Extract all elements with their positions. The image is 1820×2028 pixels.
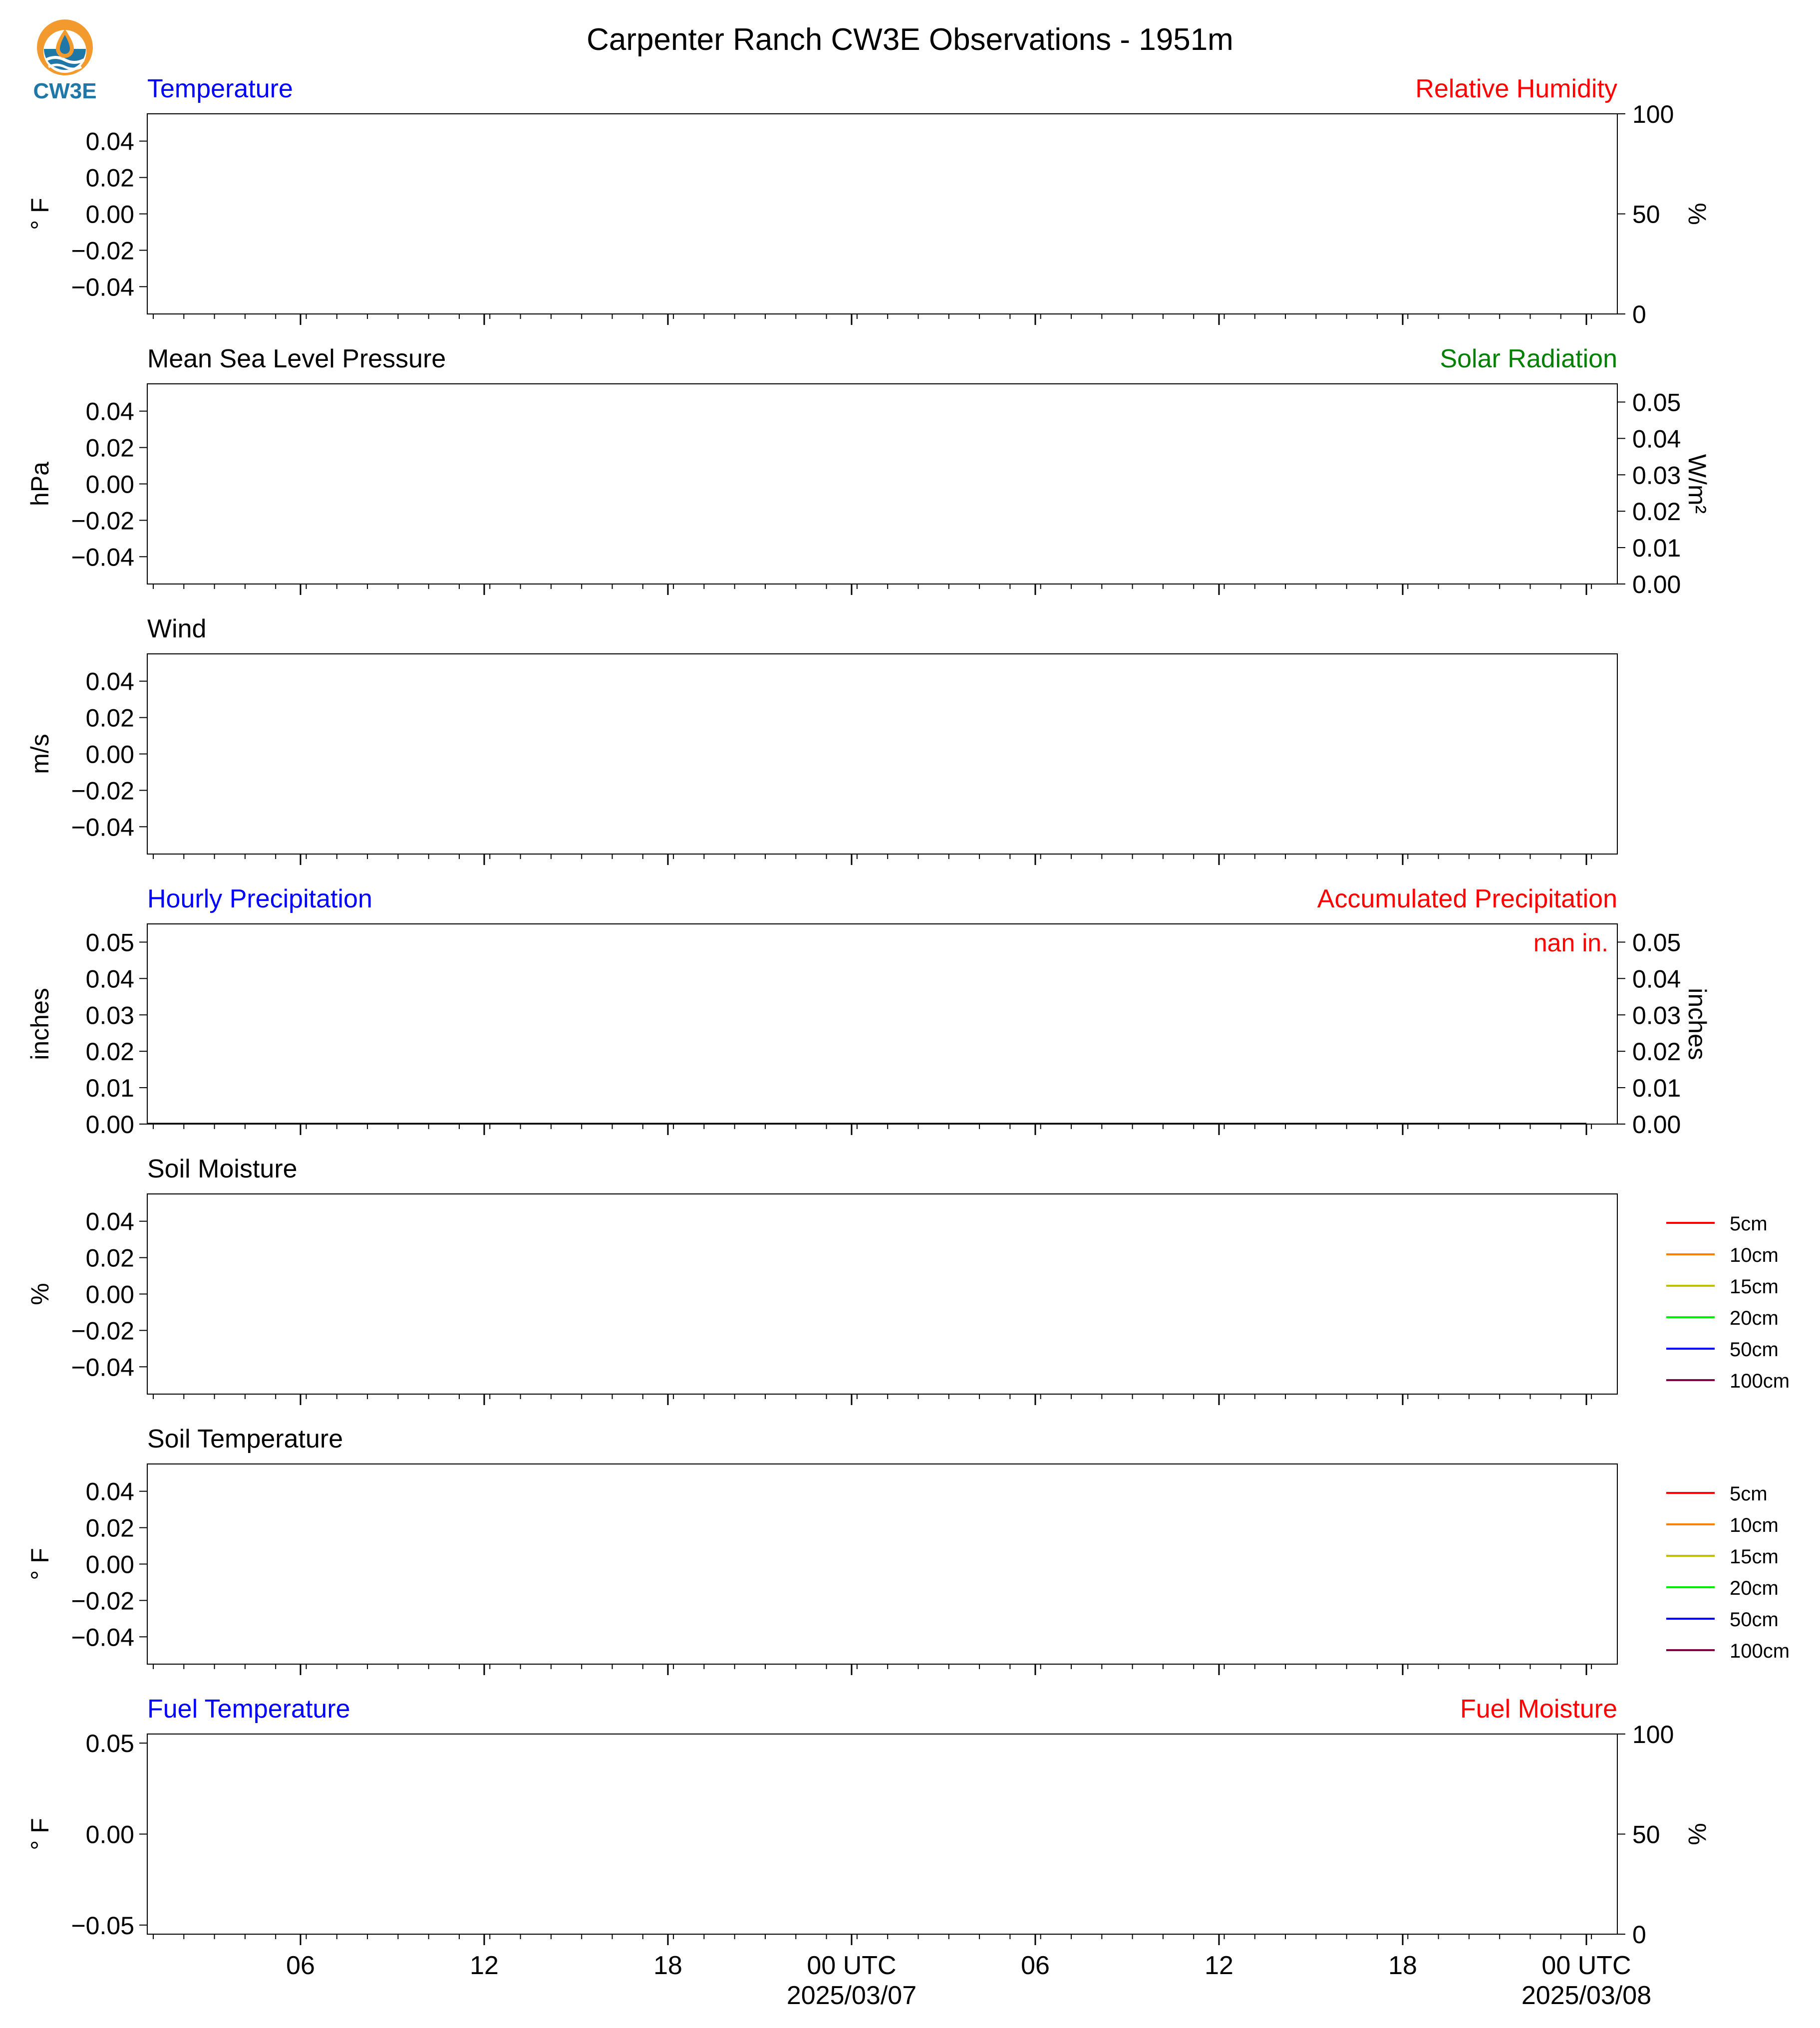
legend-label: 20cm (1730, 1307, 1779, 1329)
y-axis-label: ° F (26, 198, 54, 230)
y2-tick-label: 0.05 (1632, 928, 1681, 957)
y2-tick-label: 50 (1632, 1820, 1660, 1849)
y-tick-label: −0.05 (71, 1911, 134, 1940)
x-tick-label: 06 (286, 1951, 315, 1980)
panel-title-left: Soil Temperature (147, 1425, 343, 1453)
y2-tick-label: 100 (1632, 100, 1674, 128)
panel-title-right: Fuel Moisture (1460, 1695, 1617, 1724)
y2-tick-label: 0 (1632, 300, 1646, 328)
y-tick-label: −0.02 (71, 237, 134, 265)
y2-tick-label: 0.03 (1632, 1001, 1681, 1030)
panel-title-right: Accumulated Precipitation (1317, 884, 1617, 913)
y-axis-label: hPa (26, 462, 54, 506)
legend-label: 20cm (1730, 1577, 1779, 1599)
y-tick-label: 0.03 (85, 1001, 134, 1030)
y-tick-label: −0.02 (71, 777, 134, 805)
y2-axis-label: inches (1683, 988, 1711, 1060)
y-tick-label: 0.00 (85, 1820, 134, 1849)
legend-label: 15cm (1730, 1276, 1779, 1298)
panel-title-left: Soil Moisture (147, 1155, 298, 1183)
y-tick-label: 0.00 (85, 1111, 134, 1139)
figure-title: Carpenter Ranch CW3E Observations - 1951m (587, 22, 1233, 57)
y-tick-label: 0.02 (85, 164, 134, 192)
y-tick-label: 0.02 (85, 1514, 134, 1542)
legend-label: 15cm (1730, 1546, 1779, 1568)
y-tick-label: 0.02 (85, 434, 134, 462)
panel-title-left: Wind (147, 614, 207, 643)
y-tick-label: 0.04 (85, 127, 134, 156)
y2-tick-label: 0.00 (1632, 1111, 1681, 1139)
cw3e-logo-text: CW3E (33, 79, 97, 103)
y-tick-label: −0.02 (71, 1317, 134, 1345)
y-tick-label: −0.04 (71, 1623, 134, 1652)
y2-tick-label: 0.00 (1632, 571, 1681, 598)
y2-tick-label: 0.04 (1632, 965, 1681, 993)
x-tick-label: 06 (1021, 1951, 1050, 1980)
legend-label: 50cm (1730, 1339, 1779, 1361)
legend-label: 50cm (1730, 1609, 1779, 1631)
y-tick-label: −0.04 (71, 543, 134, 572)
legend-label: 100cm (1730, 1370, 1790, 1392)
y-tick-label: −0.04 (71, 273, 134, 301)
panel-title-left: Temperature (147, 74, 293, 103)
y2-axis-label: W/m² (1683, 454, 1711, 514)
x-tick-label: 00 UTC (1541, 1951, 1631, 1980)
legend-label: 10cm (1730, 1514, 1779, 1536)
cw3e-logo-icon (37, 19, 93, 75)
legend-label: 5cm (1730, 1213, 1768, 1235)
y2-tick-label: 0 (1632, 1921, 1646, 1949)
panel-title-right: Relative Humidity (1415, 74, 1617, 103)
y-tick-label: −0.04 (71, 1353, 134, 1382)
y-axis-label: inches (26, 988, 54, 1060)
legend-label: 10cm (1730, 1244, 1779, 1266)
y2-tick-label: 0.01 (1632, 534, 1681, 563)
y-tick-label: 0.02 (85, 1038, 134, 1066)
y-tick-label: 0.00 (85, 1550, 134, 1579)
y2-tick-label: 0.02 (1632, 498, 1681, 526)
y2-tick-label: 0.05 (1632, 388, 1681, 417)
y2-axis-label: % (1683, 203, 1711, 225)
y-tick-label: 0.00 (85, 200, 134, 229)
y-tick-label: 0.05 (85, 1730, 134, 1758)
y2-tick-label: 50 (1632, 200, 1660, 229)
y-tick-label: 0.04 (85, 965, 134, 993)
y-tick-label: 0.02 (85, 704, 134, 732)
y-tick-label: −0.04 (71, 813, 134, 842)
x-tick-date-label: 2025/03/08 (1521, 1981, 1652, 2010)
panel-title-left: Hourly Precipitation (147, 884, 372, 913)
accumulated-precip-annotation: nan in. (1533, 929, 1608, 957)
y2-tick-label: 0.03 (1632, 461, 1681, 490)
y-tick-label: 0.05 (85, 928, 134, 957)
x-tick-label: 12 (1205, 1951, 1233, 1980)
y-tick-label: 0.00 (85, 470, 134, 499)
x-tick-label: 12 (470, 1951, 499, 1980)
legend-label: 100cm (1730, 1640, 1790, 1662)
y-axis-label: % (26, 1283, 54, 1305)
x-tick-label: 18 (653, 1951, 682, 1980)
y-axis-label: ° F (26, 1548, 54, 1580)
y2-tick-label: 100 (1632, 1721, 1674, 1748)
y-tick-label: 0.04 (85, 1477, 134, 1506)
panel-title-left: Mean Sea Level Pressure (147, 344, 446, 373)
y-tick-label: 0.00 (85, 1280, 134, 1309)
y-tick-label: 0.04 (85, 667, 134, 696)
y-axis-label: ° F (26, 1818, 54, 1850)
panel-title-left: Fuel Temperature (147, 1695, 350, 1724)
y-tick-label: 0.04 (85, 397, 134, 426)
cw3e-logo (33, 19, 96, 103)
y-tick-label: 0.04 (85, 1207, 134, 1236)
x-tick-date-label: 2025/03/07 (786, 1981, 917, 2010)
y-tick-label: 0.01 (85, 1074, 134, 1103)
y-axis-label: m/s (26, 734, 54, 774)
y2-tick-label: 0.02 (1632, 1038, 1681, 1066)
y-tick-label: 0.00 (85, 740, 134, 769)
x-tick-label: 00 UTC (807, 1951, 897, 1980)
x-tick-label: 18 (1388, 1951, 1417, 1980)
y2-tick-label: 0.04 (1632, 425, 1681, 453)
y-tick-label: −0.02 (71, 507, 134, 535)
legend-label: 5cm (1730, 1483, 1768, 1505)
y2-axis-label: % (1683, 1823, 1711, 1845)
y-tick-label: 0.02 (85, 1244, 134, 1272)
y-tick-label: −0.02 (71, 1587, 134, 1615)
y2-tick-label: 0.01 (1632, 1074, 1681, 1103)
panel-title-right: Solar Radiation (1440, 344, 1617, 373)
